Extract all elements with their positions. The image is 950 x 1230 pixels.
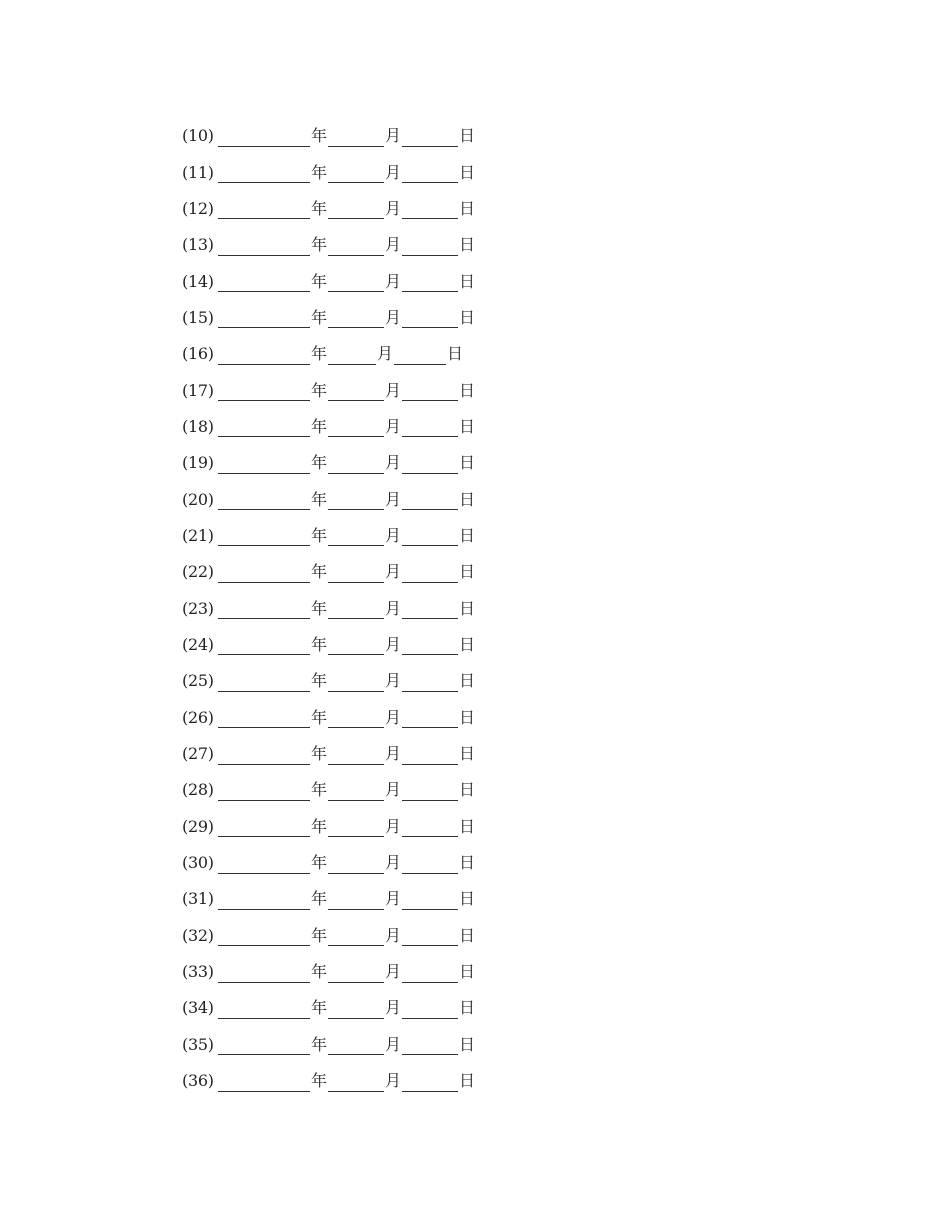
day-blank xyxy=(402,855,458,874)
day-blank xyxy=(402,237,458,256)
entry-number: (21) xyxy=(182,525,214,545)
day-blank xyxy=(402,564,458,583)
month-blank xyxy=(328,564,384,583)
day-unit: 日 xyxy=(458,307,475,327)
date-entry-row xyxy=(182,809,476,845)
month-blank xyxy=(328,346,376,365)
month-unit: 月 xyxy=(384,307,401,327)
entry-number: (22) xyxy=(182,562,214,582)
day-blank xyxy=(402,964,458,983)
day-unit: 日 xyxy=(458,489,475,509)
year-blank xyxy=(218,200,310,219)
month-unit: 月 xyxy=(384,562,401,582)
year-unit: 年 xyxy=(310,416,327,436)
year-unit: 年 xyxy=(310,707,327,727)
month-blank xyxy=(328,273,384,292)
entry-number: (17) xyxy=(182,380,214,400)
day-unit: 日 xyxy=(458,707,475,727)
day-unit: 日 xyxy=(458,889,475,909)
day-unit: 日 xyxy=(458,1071,475,1091)
year-unit: 年 xyxy=(310,198,327,218)
date-entry-row xyxy=(182,263,476,299)
month-unit: 月 xyxy=(384,235,401,255)
month-blank xyxy=(328,636,384,655)
month-unit: 月 xyxy=(384,744,401,764)
day-blank xyxy=(402,455,458,474)
entry-number: (20) xyxy=(182,489,214,509)
day-blank xyxy=(402,418,458,437)
date-entry-row xyxy=(182,191,476,227)
day-unit: 日 xyxy=(458,1034,475,1054)
day-unit: 日 xyxy=(458,126,475,146)
day-blank xyxy=(402,1036,458,1055)
entry-number: (34) xyxy=(182,998,214,1018)
day-blank xyxy=(402,273,458,292)
year-unit: 年 xyxy=(310,853,327,873)
year-blank xyxy=(218,1036,310,1055)
month-blank xyxy=(328,746,384,765)
day-unit: 日 xyxy=(458,962,475,982)
month-unit: 月 xyxy=(384,962,401,982)
entry-number: (27) xyxy=(182,744,214,764)
day-unit: 日 xyxy=(458,562,475,582)
year-unit: 年 xyxy=(310,1071,327,1091)
month-blank xyxy=(328,1036,384,1055)
month-unit: 月 xyxy=(384,198,401,218)
date-entry-row xyxy=(182,1063,476,1099)
year-unit: 年 xyxy=(310,962,327,982)
day-unit: 日 xyxy=(458,780,475,800)
year-blank xyxy=(218,164,310,183)
month-blank xyxy=(328,891,384,910)
month-unit: 月 xyxy=(384,889,401,909)
day-blank xyxy=(402,891,458,910)
month-blank xyxy=(328,455,384,474)
month-blank xyxy=(328,128,384,147)
month-blank xyxy=(328,200,384,219)
date-entry-list xyxy=(182,118,476,1099)
month-unit: 月 xyxy=(384,853,401,873)
month-blank xyxy=(328,782,384,801)
entry-number: (15) xyxy=(182,307,214,327)
day-unit: 日 xyxy=(458,198,475,218)
day-unit: 日 xyxy=(458,816,475,836)
year-unit: 年 xyxy=(310,453,327,473)
entry-number: (32) xyxy=(182,925,214,945)
year-unit: 年 xyxy=(310,889,327,909)
day-blank xyxy=(402,927,458,946)
entry-number: (25) xyxy=(182,671,214,691)
year-blank xyxy=(218,709,310,728)
day-unit: 日 xyxy=(458,453,475,473)
month-unit: 月 xyxy=(384,525,401,545)
day-unit: 日 xyxy=(446,344,463,364)
year-blank xyxy=(218,1073,310,1092)
year-blank xyxy=(218,418,310,437)
month-blank xyxy=(328,418,384,437)
date-entry-row xyxy=(182,409,476,445)
entry-number: (11) xyxy=(182,162,214,182)
entry-number: (14) xyxy=(182,271,214,291)
day-blank xyxy=(402,200,458,219)
entry-number: (35) xyxy=(182,1034,214,1054)
year-unit: 年 xyxy=(310,307,327,327)
entry-number: (30) xyxy=(182,853,214,873)
day-blank xyxy=(402,309,458,328)
entry-number: (24) xyxy=(182,634,214,654)
year-unit: 年 xyxy=(310,380,327,400)
date-entry-row xyxy=(182,627,476,663)
date-entry-row xyxy=(182,954,476,990)
day-unit: 日 xyxy=(458,998,475,1018)
month-unit: 月 xyxy=(384,162,401,182)
day-unit: 日 xyxy=(458,380,475,400)
month-blank xyxy=(328,855,384,874)
year-unit: 年 xyxy=(310,525,327,545)
date-entry-row xyxy=(182,990,476,1026)
date-entry-row xyxy=(182,445,476,481)
day-blank xyxy=(402,600,458,619)
year-unit: 年 xyxy=(310,744,327,764)
day-unit: 日 xyxy=(458,271,475,291)
month-blank xyxy=(328,164,384,183)
day-unit: 日 xyxy=(458,598,475,618)
month-blank xyxy=(328,309,384,328)
year-unit: 年 xyxy=(310,162,327,182)
month-blank xyxy=(328,709,384,728)
year-blank xyxy=(218,382,310,401)
day-unit: 日 xyxy=(458,853,475,873)
entry-number: (12) xyxy=(182,198,214,218)
entry-number: (19) xyxy=(182,453,214,473)
year-blank xyxy=(218,1000,310,1019)
year-blank xyxy=(218,927,310,946)
month-unit: 月 xyxy=(384,998,401,1018)
year-unit: 年 xyxy=(310,998,327,1018)
year-unit: 年 xyxy=(310,271,327,291)
year-blank xyxy=(218,636,310,655)
date-entry-row xyxy=(182,554,476,590)
month-blank xyxy=(328,964,384,983)
month-unit: 月 xyxy=(384,816,401,836)
month-unit: 月 xyxy=(384,453,401,473)
month-unit: 月 xyxy=(384,671,401,691)
date-entry-row xyxy=(182,881,476,917)
year-blank xyxy=(218,455,310,474)
day-unit: 日 xyxy=(458,744,475,764)
date-entry-row xyxy=(182,772,476,808)
day-blank xyxy=(402,709,458,728)
entry-number: (13) xyxy=(182,235,214,255)
month-blank xyxy=(328,1073,384,1092)
day-unit: 日 xyxy=(458,416,475,436)
year-unit: 年 xyxy=(310,671,327,691)
date-entry-row xyxy=(182,518,476,554)
date-entry-row xyxy=(182,918,476,954)
month-unit: 月 xyxy=(384,489,401,509)
month-unit: 月 xyxy=(384,707,401,727)
month-unit: 月 xyxy=(384,126,401,146)
date-entry-row xyxy=(182,154,476,190)
entry-number: (26) xyxy=(182,707,214,727)
year-blank xyxy=(218,273,310,292)
day-unit: 日 xyxy=(458,671,475,691)
year-unit: 年 xyxy=(310,816,327,836)
year-unit: 年 xyxy=(310,126,327,146)
year-blank xyxy=(218,673,310,692)
date-entry-row xyxy=(182,736,476,772)
month-unit: 月 xyxy=(384,1034,401,1054)
date-entry-row xyxy=(182,663,476,699)
date-entry-row xyxy=(182,590,476,626)
day-unit: 日 xyxy=(458,525,475,545)
year-blank xyxy=(218,346,310,365)
day-blank xyxy=(402,491,458,510)
month-blank xyxy=(328,927,384,946)
year-blank xyxy=(218,746,310,765)
year-blank xyxy=(218,491,310,510)
month-unit: 月 xyxy=(384,598,401,618)
day-blank xyxy=(402,164,458,183)
day-blank xyxy=(394,346,446,365)
date-entry-row xyxy=(182,300,476,336)
year-unit: 年 xyxy=(310,1034,327,1054)
date-entry-row xyxy=(182,118,476,154)
day-blank xyxy=(402,382,458,401)
entry-number: (36) xyxy=(182,1071,214,1091)
year-blank xyxy=(218,309,310,328)
year-blank xyxy=(218,818,310,837)
day-unit: 日 xyxy=(458,925,475,945)
month-unit: 月 xyxy=(384,416,401,436)
day-blank xyxy=(402,1000,458,1019)
year-blank xyxy=(218,891,310,910)
day-blank xyxy=(402,818,458,837)
year-blank xyxy=(218,237,310,256)
year-blank xyxy=(218,527,310,546)
year-unit: 年 xyxy=(310,780,327,800)
year-blank xyxy=(218,600,310,619)
day-blank xyxy=(402,527,458,546)
month-unit: 月 xyxy=(384,271,401,291)
day-blank xyxy=(402,673,458,692)
day-unit: 日 xyxy=(458,162,475,182)
year-unit: 年 xyxy=(310,598,327,618)
day-blank xyxy=(402,1073,458,1092)
month-blank xyxy=(328,673,384,692)
year-unit: 年 xyxy=(310,235,327,255)
day-blank xyxy=(402,746,458,765)
day-blank xyxy=(402,782,458,801)
date-entry-row xyxy=(182,481,476,517)
year-blank xyxy=(218,964,310,983)
year-unit: 年 xyxy=(310,925,327,945)
year-unit: 年 xyxy=(310,634,327,654)
month-blank xyxy=(328,237,384,256)
entry-number: (16) xyxy=(182,344,214,364)
date-entry-row xyxy=(182,372,476,408)
month-unit: 月 xyxy=(384,380,401,400)
entry-number: (10) xyxy=(182,126,214,146)
entry-number: (18) xyxy=(182,416,214,436)
year-blank xyxy=(218,564,310,583)
date-entry-row xyxy=(182,845,476,881)
day-blank xyxy=(402,128,458,147)
date-entry-row xyxy=(182,227,476,263)
entry-number: (28) xyxy=(182,780,214,800)
month-blank xyxy=(328,491,384,510)
date-entry-row xyxy=(182,336,476,372)
entry-number: (23) xyxy=(182,598,214,618)
year-unit: 年 xyxy=(310,489,327,509)
entry-number: (33) xyxy=(182,962,214,982)
month-blank xyxy=(328,527,384,546)
date-entry-row xyxy=(182,1027,476,1063)
month-unit: 月 xyxy=(384,1071,401,1091)
entry-number: (31) xyxy=(182,889,214,909)
year-unit: 年 xyxy=(310,344,327,364)
month-blank xyxy=(328,600,384,619)
date-entry-row xyxy=(182,700,476,736)
year-unit: 年 xyxy=(310,562,327,582)
day-unit: 日 xyxy=(458,235,475,255)
month-unit: 月 xyxy=(384,634,401,654)
month-blank xyxy=(328,382,384,401)
day-unit: 日 xyxy=(458,634,475,654)
year-blank xyxy=(218,128,310,147)
day-blank xyxy=(402,636,458,655)
year-blank xyxy=(218,855,310,874)
month-unit: 月 xyxy=(376,344,393,364)
month-blank xyxy=(328,818,384,837)
month-unit: 月 xyxy=(384,780,401,800)
entry-number: (29) xyxy=(182,816,214,836)
month-blank xyxy=(328,1000,384,1019)
month-unit: 月 xyxy=(384,925,401,945)
year-blank xyxy=(218,782,310,801)
